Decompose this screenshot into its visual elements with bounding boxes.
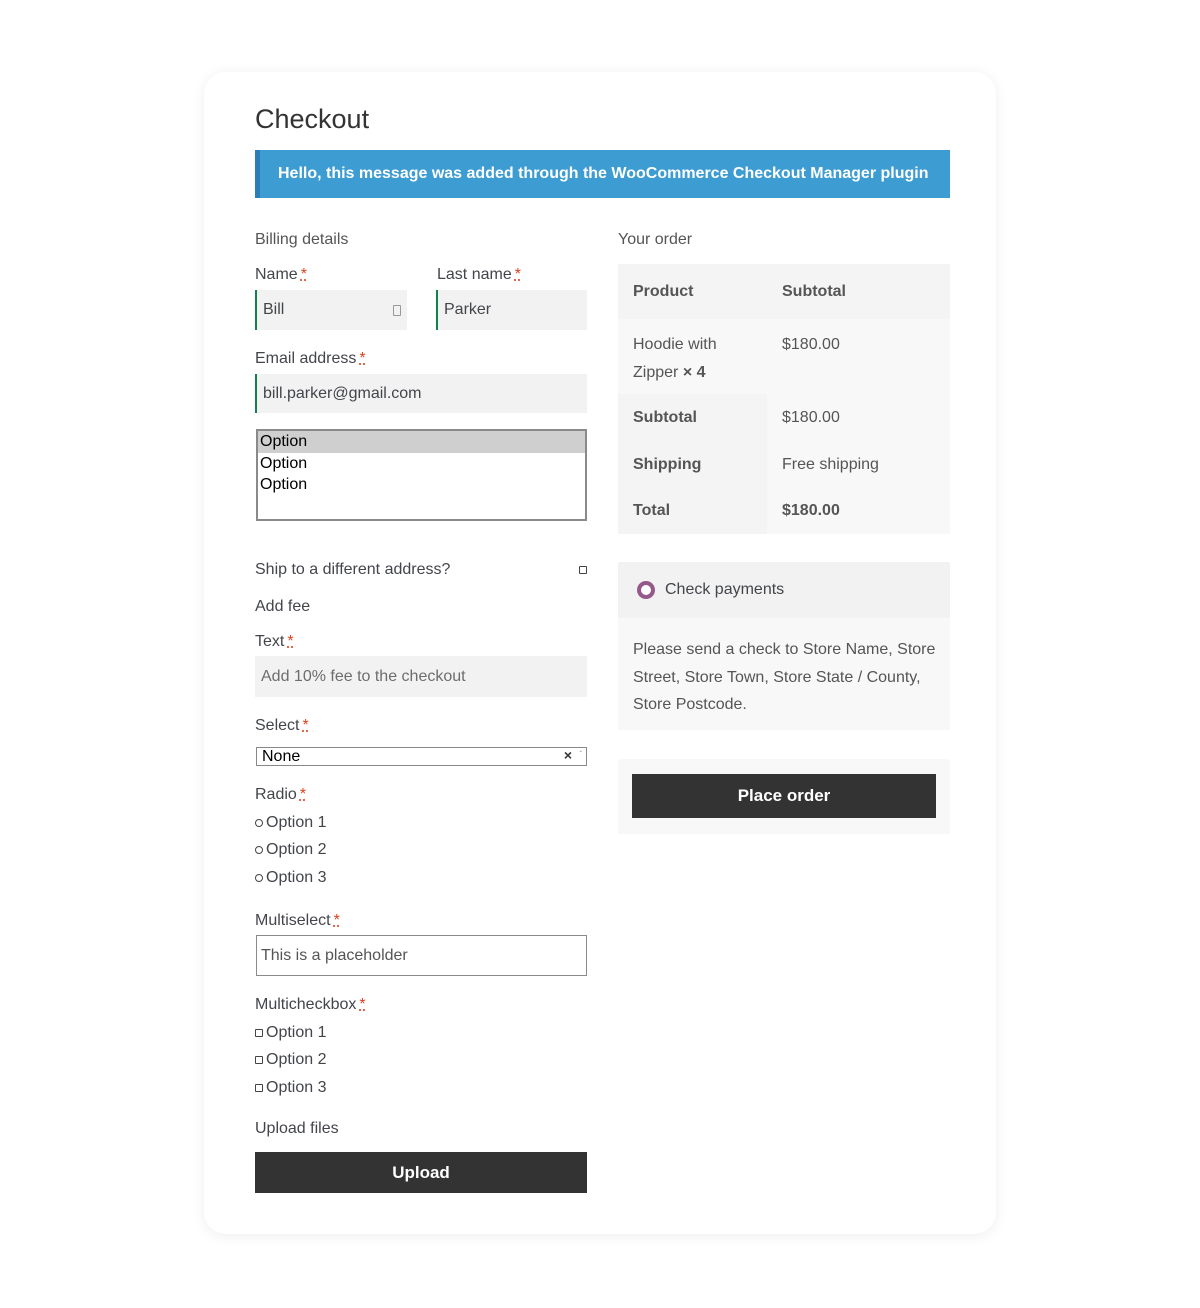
fee-text-placeholder: Add 10% fee to the checkout: [261, 667, 466, 685]
billing-section-title: Billing details: [255, 231, 349, 248]
payment-method-label: Check payments: [665, 581, 785, 598]
order-section-title: Your order: [618, 231, 693, 248]
name-input-value: Bill: [263, 301, 285, 318]
checkbox-option-label: Option 2: [266, 1051, 327, 1068]
order-table: [618, 264, 950, 534]
fee-text-input[interactable]: [255, 656, 587, 697]
checkbox-option-label: Option 3: [266, 1079, 327, 1096]
total-label: Total: [618, 488, 767, 534]
place-order-button[interactable]: Place order: [632, 774, 936, 818]
select-dropdown[interactable]: [256, 747, 587, 766]
last-name-label: [437, 266, 521, 284]
checkbox-option[interactable]: [255, 1079, 326, 1097]
radio-option[interactable]: [255, 841, 326, 859]
upload-label: Upload files: [255, 1120, 339, 1137]
multiselect-label: [255, 912, 340, 930]
email-label-text: Email address: [255, 350, 357, 367]
multiselect-label-text: Multiselect: [255, 912, 331, 929]
add-fee-label: Add fee: [255, 598, 311, 615]
chevron-down-icon[interactable]: ˇ: [579, 750, 582, 759]
radio-label: [255, 786, 306, 804]
listbox-option[interactable]: Option: [258, 431, 585, 453]
autofill-icon[interactable]: [393, 305, 401, 316]
multicheckbox-label: [255, 996, 366, 1014]
ship-different-checkbox[interactable]: [579, 566, 587, 574]
table-row: [618, 319, 950, 394]
select-label: [255, 717, 309, 735]
checkbox-icon[interactable]: [255, 1056, 263, 1064]
last-name-input[interactable]: [436, 290, 587, 330]
multiselect-input[interactable]: [256, 935, 587, 976]
name-input[interactable]: [255, 290, 407, 330]
product-quantity: × 4: [682, 364, 706, 381]
product-name: Zipper: [633, 364, 679, 381]
checkbox-option-label: Option 1: [266, 1024, 327, 1041]
total-value: $180.00: [767, 488, 950, 534]
radio-icon[interactable]: [255, 874, 263, 882]
payment-method-row[interactable]: [618, 562, 950, 618]
multicheckbox-label-text: Multicheckbox: [255, 996, 357, 1013]
checkbox-icon[interactable]: [255, 1084, 263, 1092]
payment-box: [618, 562, 950, 730]
shipping-label: Shipping: [618, 441, 767, 488]
select-value: None: [262, 747, 301, 765]
order-table-header: [618, 264, 950, 319]
required-mark: *: [359, 996, 366, 1013]
radio-icon[interactable]: [255, 819, 263, 827]
subtotal-label: Subtotal: [618, 394, 767, 441]
last-name-label-text: Last name: [437, 266, 512, 283]
select-label-text: Select: [255, 717, 300, 734]
required-mark: *: [300, 266, 307, 283]
listbox-option[interactable]: Option: [260, 454, 308, 472]
radio-option[interactable]: [255, 814, 326, 832]
product-name-line1: Hoodie with: [633, 336, 717, 353]
col-subtotal-header: Subtotal: [782, 282, 846, 300]
email-label: [255, 350, 366, 368]
email-input[interactable]: [255, 374, 587, 413]
payment-description: Please send a check to Store Name, Store Street, Store Town, Store State / County, Store Postcode.: [633, 641, 936, 713]
col-product-header: Product: [633, 282, 694, 300]
radio-option-label: Option 1: [266, 814, 327, 831]
subtotal-row: [618, 394, 950, 441]
required-mark: *: [359, 350, 366, 367]
checkbox-option[interactable]: [255, 1051, 326, 1069]
ship-different-label: Ship to a different address?: [255, 561, 451, 578]
payment-radio-icon[interactable]: [637, 581, 655, 599]
product-name-line2: [633, 359, 767, 387]
name-label-text: Name: [255, 266, 298, 283]
clear-icon[interactable]: ×: [563, 747, 572, 763]
required-mark: *: [514, 266, 521, 283]
shipping-row: [618, 441, 950, 488]
required-mark: *: [287, 633, 294, 650]
upload-button[interactable]: Upload: [255, 1152, 587, 1193]
required-mark: *: [302, 717, 309, 734]
required-mark: *: [333, 912, 340, 929]
info-notice-text: Hello, this message was added through the WooCommerce Checkout Manager plugin: [278, 165, 929, 182]
checkbox-option[interactable]: [255, 1024, 326, 1042]
subtotal-value: $180.00: [767, 394, 950, 441]
checkbox-icon[interactable]: [255, 1029, 263, 1037]
radio-option-label: Option 2: [266, 841, 327, 858]
radio-icon[interactable]: [255, 846, 263, 854]
text-field-label-text: Text: [255, 633, 285, 650]
info-notice: [255, 150, 950, 198]
radio-label-text: Radio: [255, 786, 297, 803]
email-input-value: bill.parker@gmail.com: [263, 384, 422, 402]
page-title: Checkout: [255, 104, 370, 134]
name-label: [255, 266, 307, 284]
shipping-value: Free shipping: [767, 441, 950, 488]
options-listbox[interactable]: [256, 429, 587, 521]
total-row: [618, 488, 950, 534]
product-price: $180.00: [782, 336, 840, 353]
text-field-label: [255, 633, 294, 651]
last-name-input-value: Parker: [444, 301, 492, 318]
product-name-cell: [618, 331, 767, 387]
multiselect-placeholder: This is a placeholder: [261, 946, 408, 964]
listbox-option[interactable]: Option: [260, 476, 308, 493]
radio-option[interactable]: [255, 869, 326, 887]
radio-option-label: Option 3: [266, 869, 327, 886]
required-mark: *: [299, 786, 307, 803]
